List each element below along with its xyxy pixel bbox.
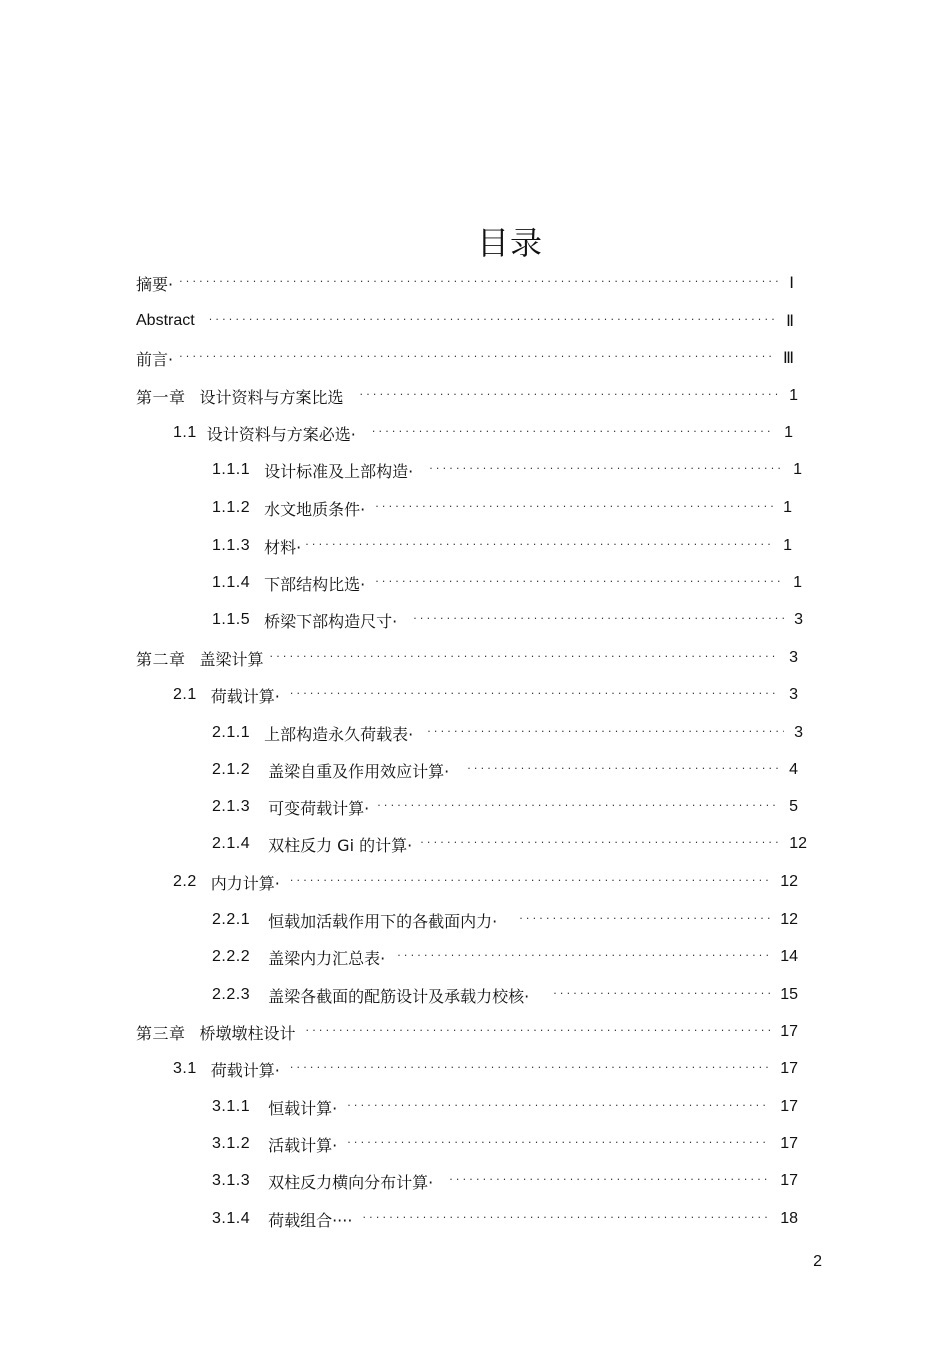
- dot-leader: [377, 798, 779, 814]
- dot-leader: [519, 911, 770, 927]
- toc-entry-page: 18: [780, 1210, 798, 1227]
- dot-leader: [306, 1023, 771, 1039]
- toc-entry[interactable]: [212, 493, 792, 523]
- dot-leader: [290, 1060, 770, 1076]
- dot-leader: [449, 1172, 770, 1188]
- toc-entry-page: 1: [784, 424, 793, 441]
- toc-entry-number: 第三章: [136, 1023, 186, 1043]
- toc-entry-label: 设计资料与方案必选·: [206, 424, 356, 444]
- toc-entry[interactable]: [212, 605, 803, 635]
- toc-entry-label: 内力计算·: [210, 873, 280, 893]
- toc-entry-number: 1.1.1: [212, 461, 251, 478]
- toc-entry-number: 2.2.3: [212, 986, 251, 1003]
- toc-entry-number: 3.1: [173, 1060, 197, 1077]
- dot-leader: [362, 1210, 770, 1226]
- toc-entry-page: Ⅰ: [789, 275, 794, 292]
- dot-leader: [372, 424, 774, 440]
- toc-entry-page: 3: [789, 649, 798, 666]
- toc-entry[interactable]: [212, 829, 807, 859]
- toc-entry-page: 17: [780, 1135, 798, 1152]
- toc-entry-number: 3.1.2: [212, 1135, 251, 1152]
- dot-leader: [209, 312, 776, 328]
- toc-entry-number: 2.1.1: [212, 724, 251, 741]
- toc-entry-page: 1: [783, 537, 792, 554]
- toc-entry-page: 17: [780, 1060, 798, 1077]
- toc-entry[interactable]: [212, 1129, 798, 1159]
- toc-entry-label: 摘要·: [136, 274, 174, 294]
- toc-entry-page: 3: [794, 611, 803, 628]
- dot-leader: [360, 387, 780, 403]
- toc-entry-label: 双柱反力 Gi 的计算·: [268, 835, 413, 855]
- dot-leader: [375, 574, 783, 590]
- dot-leader: [305, 537, 773, 553]
- dot-leader: [413, 611, 784, 627]
- toc-entry-page: 17: [780, 1172, 798, 1189]
- dot-leader: [429, 461, 783, 477]
- toc-entry-label: 设计标准及上部构造·: [264, 461, 414, 481]
- toc-entry-page: 12: [780, 873, 798, 890]
- toc-entry-label: 双柱反力横向分布计算·: [268, 1172, 434, 1192]
- toc-entry-number: 1.1: [173, 424, 197, 441]
- toc-entry[interactable]: [173, 680, 798, 710]
- toc-entry-label: 荷载计算·: [210, 1060, 280, 1080]
- toc-entry[interactable]: [212, 568, 802, 598]
- toc-entry-label: Abstract: [136, 312, 195, 329]
- toc-entry[interactable]: [136, 1017, 798, 1047]
- toc-entry-number: 2.1.2: [212, 761, 251, 778]
- toc-entry-page: 4: [789, 761, 798, 778]
- toc-entry-number: 3.1.1: [212, 1098, 251, 1115]
- toc-entry-page: 1: [793, 574, 802, 591]
- toc-entry-page: 3: [794, 724, 803, 741]
- toc-entry-page: 14: [780, 948, 798, 965]
- toc-entry[interactable]: [212, 942, 798, 972]
- dot-leader: [397, 948, 770, 964]
- toc-entry-number: 2.2.2: [212, 948, 251, 965]
- toc-entry-page: Ⅲ: [782, 350, 794, 367]
- toc-entry-page: 3: [789, 686, 798, 703]
- toc-entry-page: 17: [780, 1023, 798, 1040]
- page-number: 2: [813, 1253, 822, 1270]
- toc-entry-label: 可变荷载计算·: [268, 798, 370, 818]
- toc-entry-number: 2.2.1: [212, 911, 251, 928]
- toc-entry-label: 水文地质条件·: [264, 499, 366, 519]
- toc-entry[interactable]: [173, 1054, 798, 1084]
- toc-entry-page: 1: [793, 461, 802, 478]
- toc-entry-label: 前言·: [136, 349, 174, 369]
- toc-entry-label: 恒载计算·: [268, 1098, 338, 1118]
- toc-entry-number: 1.1.5: [212, 611, 251, 628]
- dot-leader: [553, 986, 770, 1002]
- toc-entry-label: 活载计算·: [268, 1135, 338, 1155]
- toc-entry[interactable]: [212, 718, 803, 748]
- toc-entry-number: 2.1.4: [212, 835, 251, 852]
- dot-leader: [375, 499, 773, 515]
- toc-entry-page: 5: [789, 798, 798, 815]
- dot-leader: [347, 1098, 770, 1114]
- dot-leader: [467, 761, 779, 777]
- toc-entry[interactable]: [136, 643, 798, 673]
- toc-entry-number: 第二章: [136, 649, 186, 669]
- toc-entry[interactable]: [212, 792, 798, 822]
- toc-entry-page: 17: [780, 1098, 798, 1115]
- dot-leader: [427, 724, 784, 740]
- toc-entry-number: 3.1.4: [212, 1210, 251, 1227]
- toc-entry-number: 1.1.3: [212, 537, 251, 554]
- toc-entry[interactable]: [212, 905, 798, 935]
- toc-entry-page: Ⅱ: [786, 313, 794, 330]
- toc-entry[interactable]: [212, 455, 802, 485]
- dot-leader: [290, 686, 779, 702]
- page-title: 目录: [476, 224, 543, 262]
- toc-entry-label: 盖梁各截面的配筋设计及承载力校核·: [268, 986, 530, 1006]
- toc-entry-label: 下部结构比选·: [264, 574, 366, 594]
- toc-entry[interactable]: [136, 306, 794, 336]
- toc-entry[interactable]: [136, 268, 794, 298]
- toc-entry-number: 1.1.2: [212, 499, 251, 516]
- toc-entry-page: 1: [789, 387, 798, 404]
- toc-entry-number: 第一章: [136, 387, 186, 407]
- toc-entry-number: 2.2: [173, 873, 197, 890]
- toc-entry[interactable]: [136, 381, 798, 411]
- toc-entry[interactable]: [212, 980, 798, 1010]
- toc-entry-label: 设计资料与方案比选: [199, 387, 344, 407]
- toc-entry-label: 桥墩墩柱设计: [199, 1023, 296, 1043]
- dot-leader: [420, 835, 779, 851]
- toc-entry-number: 2.1: [173, 686, 197, 703]
- toc-entry-page: 15: [780, 986, 798, 1003]
- toc-entry-label: 恒载加活载作用下的各截面内力·: [268, 911, 498, 931]
- toc-entry-number: 2.1.3: [212, 798, 251, 815]
- toc-entry-label: 上部构造永久荷载表·: [264, 724, 414, 744]
- toc-entry[interactable]: [136, 343, 794, 373]
- toc-entry-label: 荷载计算·: [210, 686, 280, 706]
- toc-entry[interactable]: [212, 1204, 798, 1234]
- toc-entry-page: 12: [789, 835, 807, 852]
- toc-entry-label: 桥梁下部构造尺寸·: [264, 611, 398, 631]
- dot-leader: [347, 1135, 770, 1151]
- toc-entry-page: 1: [783, 499, 792, 516]
- toc-entry-label: 盖梁计算: [199, 649, 264, 669]
- toc-entry-number: 3.1.3: [212, 1172, 251, 1189]
- toc-entry-page: 12: [780, 911, 798, 928]
- dot-leader: [179, 274, 779, 290]
- toc-entry[interactable]: [212, 755, 798, 785]
- toc-entry[interactable]: [212, 1092, 798, 1122]
- toc-entry[interactable]: [173, 867, 798, 897]
- toc-entry[interactable]: [212, 531, 792, 561]
- toc-entry-label: 材料·: [264, 537, 302, 557]
- toc-entry[interactable]: [212, 1166, 798, 1196]
- dot-leader: [179, 349, 773, 365]
- toc-entry-label: 荷载组合····: [268, 1210, 353, 1230]
- toc-entry-label: 盖梁内力汇总表·: [268, 948, 386, 968]
- dot-leader: [290, 873, 770, 889]
- toc-entry-label: 盖梁自重及作用效应计算·: [268, 761, 450, 781]
- toc-entry[interactable]: [173, 418, 793, 448]
- toc-entry-number: 1.1.4: [212, 574, 251, 591]
- dot-leader: [270, 649, 780, 665]
